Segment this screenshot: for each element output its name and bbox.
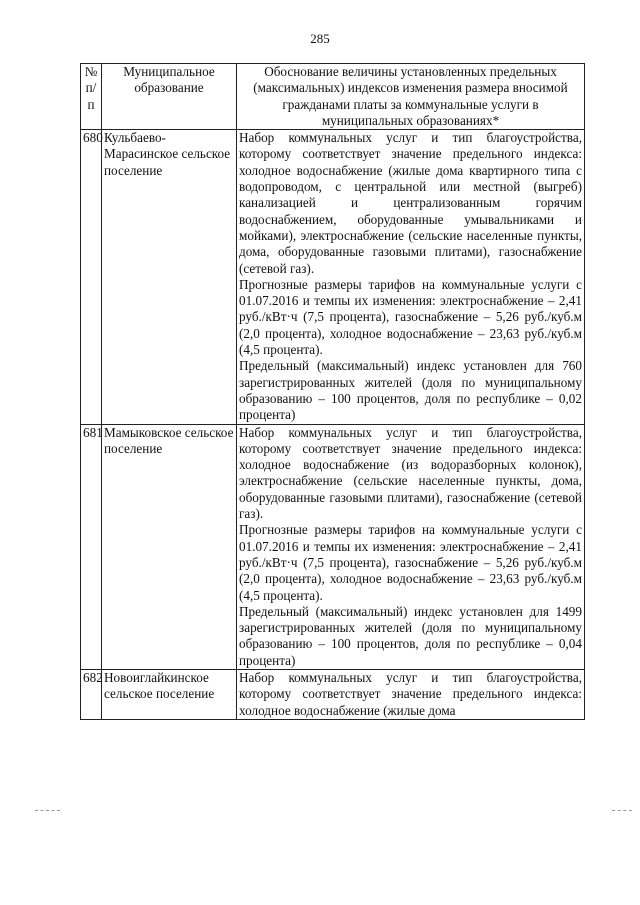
table-header-row	[81, 64, 585, 130]
justification-paragraph: Предельный (максимальный) индекс установлен для 760 зарегистрированных жителей (доля по муниципальному образованию – 100 процентов, доля по республике – 0,02 процента)	[239, 358, 582, 423]
justification-paragraph: Набор коммунальных услуг и тип благоустройства, которому соответствует значение предельного индекса: холодное водоснабжение (жилые дома	[239, 669, 582, 718]
justification-paragraph: Прогнозные размеры тарифов на коммунальные услуги с 01.07.2016 и темпы их изменения: электроснабжение – 2,41 руб./кВт·ч (7,5 процента), газоснабжение – 5,26 руб./куб.м (2,0 процента), холодное водоснабжение – 23,63 руб./куб.м (4,5 процента).	[239, 276, 582, 358]
row-municipality: Кульбаево-Марасинское сельское поселение	[102, 130, 237, 424]
table-row	[81, 424, 585, 669]
row-justification	[237, 669, 585, 719]
justification-paragraph: Набор коммунальных услуг и тип благоустройства, которому соответствует значение предельного индекса: холодное водоснабжение (из водоразборных колонок), электроснабжение (сельские населенные пункты, дома, оборудованные газовыми плитами), газоснабжение (сетевой газ).	[239, 424, 582, 522]
table-row	[81, 130, 585, 424]
row-municipality: Новоиглайкинское сельское поселение	[102, 669, 237, 719]
header-justification: Обоснование величины установленных предельных (максимальных) индексов изменения размера вносимой гражданами платы за коммунальные услуги в муниципальных образованиях*	[237, 64, 585, 130]
row-number: 682	[81, 669, 102, 719]
justification-paragraph: Предельный (максимальный) индекс установлен для 1499 зарегистрированных жителей (доля по муниципальному образованию – 100 процентов, доля по республике – 0,04 процента)	[239, 603, 582, 668]
row-number: 680	[81, 130, 102, 424]
header-number: № п/п	[81, 64, 102, 130]
justification-paragraph: Прогнозные размеры тарифов на коммунальные услуги с 01.07.2016 и темпы их изменения: электроснабжение – 2,41 руб./кВт·ч (7,5 процента), газоснабжение – 5,26 руб./куб.м (2,0 процента), холодное водоснабжение – 23,63 руб./куб.м (4,5 процента).	[239, 522, 582, 603]
justification-paragraph: Набор коммунальных услуг и тип благоустройства, которому соответствует значение предельного индекса: холодное водоснабжение (жилые дома квартирного типа с водопроводом, с центральной или местной (выгреб) канализацией и централизованным горячим водоснабжением, оборудованные умывальниками и мойками), электроснабжение (сельские населенные пункты, дома, оборудованные газовыми плитами), газоснабжение (сетевой газ).	[239, 130, 582, 276]
page-number: 285	[310, 31, 330, 46]
row-justification	[237, 424, 585, 669]
scan-mark-right	[612, 810, 632, 811]
table-row	[81, 669, 585, 719]
indices-table	[80, 63, 585, 720]
scan-mark-left	[35, 810, 60, 811]
row-justification	[237, 130, 585, 424]
header-municipality: Муниципальное образование	[102, 64, 237, 130]
row-number: 681	[81, 424, 102, 669]
row-municipality: Мамыковское сельское поселение	[102, 424, 237, 669]
